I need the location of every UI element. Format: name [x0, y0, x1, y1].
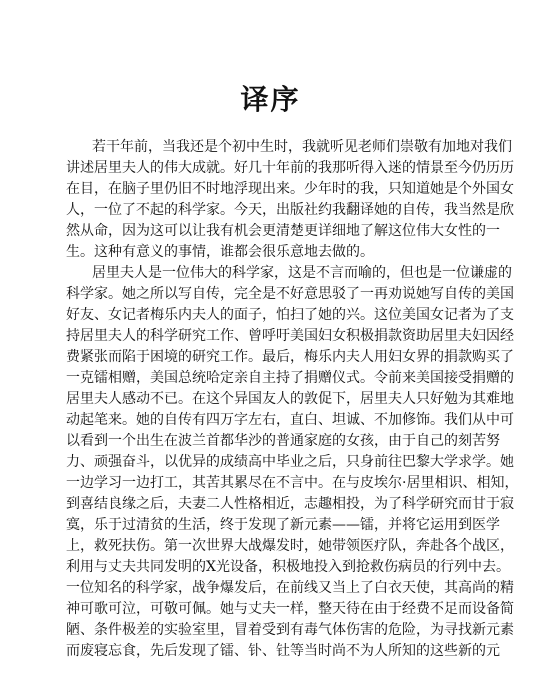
page-title: 译序 — [240, 83, 301, 116]
text-line: 讲述居里夫人的伟大成就。好几十年前的我那听得入迷的情景至今仍历历 — [66, 160, 514, 176]
text-line: 一位知名的科学家，战争爆发后，在前线又当上了白衣天使，其高尚的精 — [66, 580, 514, 596]
text-line: 持居里夫人的科学研究工作、曾呼吁美国妇女积极捐款资助居里夫妇因经 — [66, 328, 514, 344]
text-line: 神可歌可泣，可敬可佩。她与丈夫一样，整天待在由于经费不足而设备简 — [66, 601, 514, 617]
text-line: 居里夫人感动不已。在这个异国友人的敦促下，居里夫人只好勉为其难地 — [66, 391, 514, 407]
text-line: 力、顽强奋斗，以优异的成绩高中毕业之后，只身前往巴黎大学求学。她 — [66, 454, 514, 470]
text-line: 一边学习一边打工，其苦其累尽在不言中。在与皮埃尔·居里相识、相知， — [66, 475, 519, 491]
text-line: 上，救死扶伤。第一次世界大战爆发时，她带领医疗队，奔赴各个战区， — [66, 538, 514, 554]
text-line: 居里夫人是一位伟大的科学家，这是不言而喻的，但也是一位谦虚的 — [92, 265, 512, 281]
text-line: 一克镭相赠，美国总统哈定亲自主持了捐赠仪式。令前来美国接受捐赠的 — [66, 370, 514, 386]
paragraph-1 — [66, 137, 514, 263]
text-line: 动起笔来。她的自传有四万字左右，直白、坦诚、不加修饰。我们从中可 — [66, 412, 514, 428]
text-line: 利用与丈夫共同发明的X光设备，积极地投入到抢救伤病员的行列中去。 — [66, 559, 510, 575]
text-line: 然从命，因为这可以让我有机会更清楚更详细地了解这位伟大女性的一 — [66, 223, 500, 239]
paragraph-2 — [66, 263, 519, 662]
text-line: 以看到一个出生在波兰首都华沙的普通家庭的女孩，由于自己的刻苦努 — [66, 433, 500, 449]
text-line: 生。这种有意义的事情，谁都会很乐意地去做的。 — [66, 244, 374, 260]
text-line: 人，一位了不起的科学家。今天，出版社约我翻译她的自传，我当然是欣 — [66, 202, 514, 218]
text-line: 若干年前，当我还是个初中生时，我就听见老师们崇敬有加地对我们 — [92, 139, 512, 155]
text-line: 科学家。她之所以写自传，完全是不好意思驳了一再劝说她写自传的美国 — [66, 286, 514, 302]
text-line: 到喜结良缘之后，夫妻二人性格相近，志趣相投，为了科学研究而甘于寂 — [66, 496, 514, 512]
text-line: 在目，在脑子里仍旧不时地浮现出来。少年时的我，只知道她是个外国女 — [66, 181, 514, 197]
text-line: 寞，乐于过清贫的生活，终于发现了新元素——镭，并将它运用到医学 — [66, 517, 500, 533]
text-line: 好友、女记者梅乐内夫人的面子，怕扫了她的兴。这位美国女记者为了支 — [66, 307, 514, 323]
text-line: 而废寝忘食，先后发现了镭、钋、钍等当时尚不为人所知的这些新的元 — [66, 643, 500, 659]
text-line: 费紧张而陷于困境的研究工作。最后，梅乐内夫人用妇女界的捐款购买了 — [66, 349, 514, 365]
text-line: 陋、条件极差的实验室里，冒着受到有毒气体伤害的危险，为寻找新元素 — [66, 622, 514, 638]
